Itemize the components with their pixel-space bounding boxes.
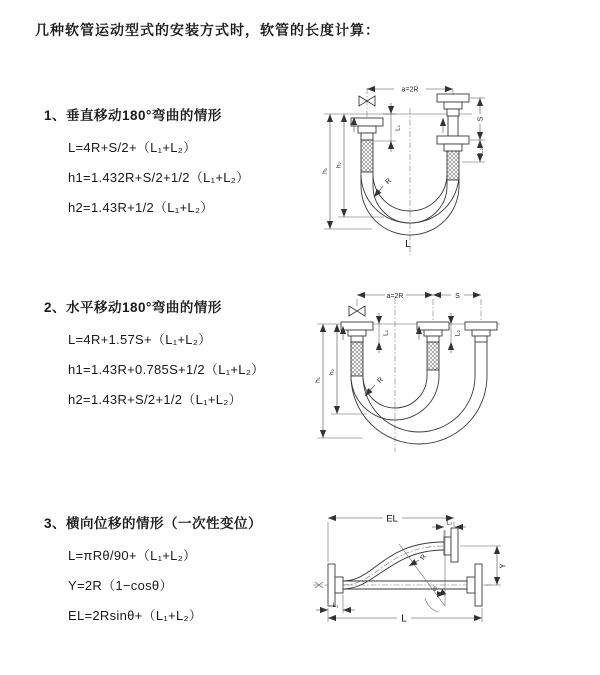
braided-hose-section: [427, 342, 439, 370]
section-heading: 2、水平移动180°弯曲的情形: [44, 300, 222, 315]
dimension-l2: [432, 520, 466, 538]
dimension-el: [328, 514, 454, 563]
dim-label-r: R: [419, 553, 429, 562]
formula-h1: h1=1.432R+S/2+1/2（L₁+L₂）: [68, 170, 250, 185]
dim-label-theta: θ: [433, 586, 437, 593]
section-vertical-bend: [44, 104, 249, 223]
dimension-l1: [316, 595, 355, 613]
left-flange-assembly: [351, 118, 383, 172]
formula-h2: h2=1.43R+S/2+1/2（L₁+L₂）: [68, 392, 242, 407]
formula-h2: h2=1.43R+1/2（L₁+L₂）: [68, 200, 214, 215]
hose-u-loops: [351, 342, 487, 444]
construction-lines: [399, 530, 445, 606]
right-flange-assembly: [465, 322, 497, 342]
right-flange: [467, 564, 482, 606]
dimension-l2: [451, 313, 462, 353]
upper-flange: [444, 528, 458, 562]
braided-hose-section: [361, 140, 373, 172]
dim-label-h2: h₂: [328, 368, 336, 376]
left-flange: [328, 564, 343, 606]
dim-label-r: R: [376, 376, 385, 385]
formula-length: L=4R+S/2+（L₁+L₂）: [68, 140, 197, 155]
dim-label-l1: L₁: [382, 330, 390, 336]
formula-y: Y=2R（1−cosθ）: [68, 578, 173, 593]
dimension-l1: [379, 313, 390, 353]
diagram-horizontal-180-bend: [305, 280, 600, 460]
dimension-a2r: [367, 87, 453, 94]
dimension-s: [433, 293, 481, 300]
braided-hose-section: [351, 342, 363, 376]
dim-label-r: R: [384, 177, 393, 186]
section-heading: 3、横向位移的情形（一次性变位）: [44, 516, 263, 531]
formula-h1: h1=1.43R+0.785S+1/2（L₁+L₂）: [68, 362, 265, 377]
dim-label-l2: L₂: [446, 519, 453, 527]
dim-label-l2: L₂: [477, 147, 485, 155]
dim-label-h1: h₁: [321, 168, 329, 174]
braided-hose-section: [447, 151, 459, 180]
section-lateral-displacement: [44, 512, 262, 631]
formula-el: EL=2Rsinθ+（L₁+L₂）: [68, 608, 203, 623]
dimension-l1: [374, 103, 402, 152]
diagram-lateral-displacement: [295, 500, 600, 645]
dim-label-l: L: [401, 613, 407, 625]
dimension-a2r: [357, 293, 433, 300]
dim-label-a2r: a=2R: [401, 86, 419, 94]
radius-callout: [374, 177, 393, 197]
angle-theta: [425, 586, 445, 612]
dim-label-l2: L₂: [454, 329, 462, 337]
dimension-l: [328, 608, 482, 625]
radius-callout: [365, 376, 385, 396]
section-heading: 1、垂直移动180°弯曲的情形: [44, 108, 222, 123]
dimension-s: [470, 98, 485, 140]
dim-label-el: EL: [386, 513, 398, 525]
centerlines: [314, 298, 500, 452]
left-flange-assembly: [341, 322, 373, 376]
right-flange-assembly: [437, 94, 469, 180]
valve-icon: [349, 306, 365, 316]
page-title: 几种软管运动型式的安装方式时，软管的长度计算：: [35, 22, 380, 38]
dim-label-s: S: [477, 116, 485, 122]
dim-label-l1: L₁: [394, 125, 402, 131]
dim-label-h1: h₁: [314, 377, 322, 383]
dim-label-h2: h₂: [335, 161, 343, 169]
dim-label-a2r: a=2R: [386, 292, 404, 300]
section-horizontal-bend: [44, 296, 264, 415]
formula-length: L=πRθ/90+（L₁+L₂）: [68, 548, 197, 563]
dim-label-l1: L₁: [332, 602, 339, 609]
dim-label-l: L: [405, 239, 411, 250]
dim-label-s: S: [455, 292, 460, 300]
diagram-vertical-180-bend: [310, 70, 600, 265]
formula-length: L=4R+1.57S+（L₁+L₂）: [68, 332, 212, 347]
dim-label-y: Y: [498, 563, 508, 569]
middle-flange-assembly: [417, 322, 449, 370]
